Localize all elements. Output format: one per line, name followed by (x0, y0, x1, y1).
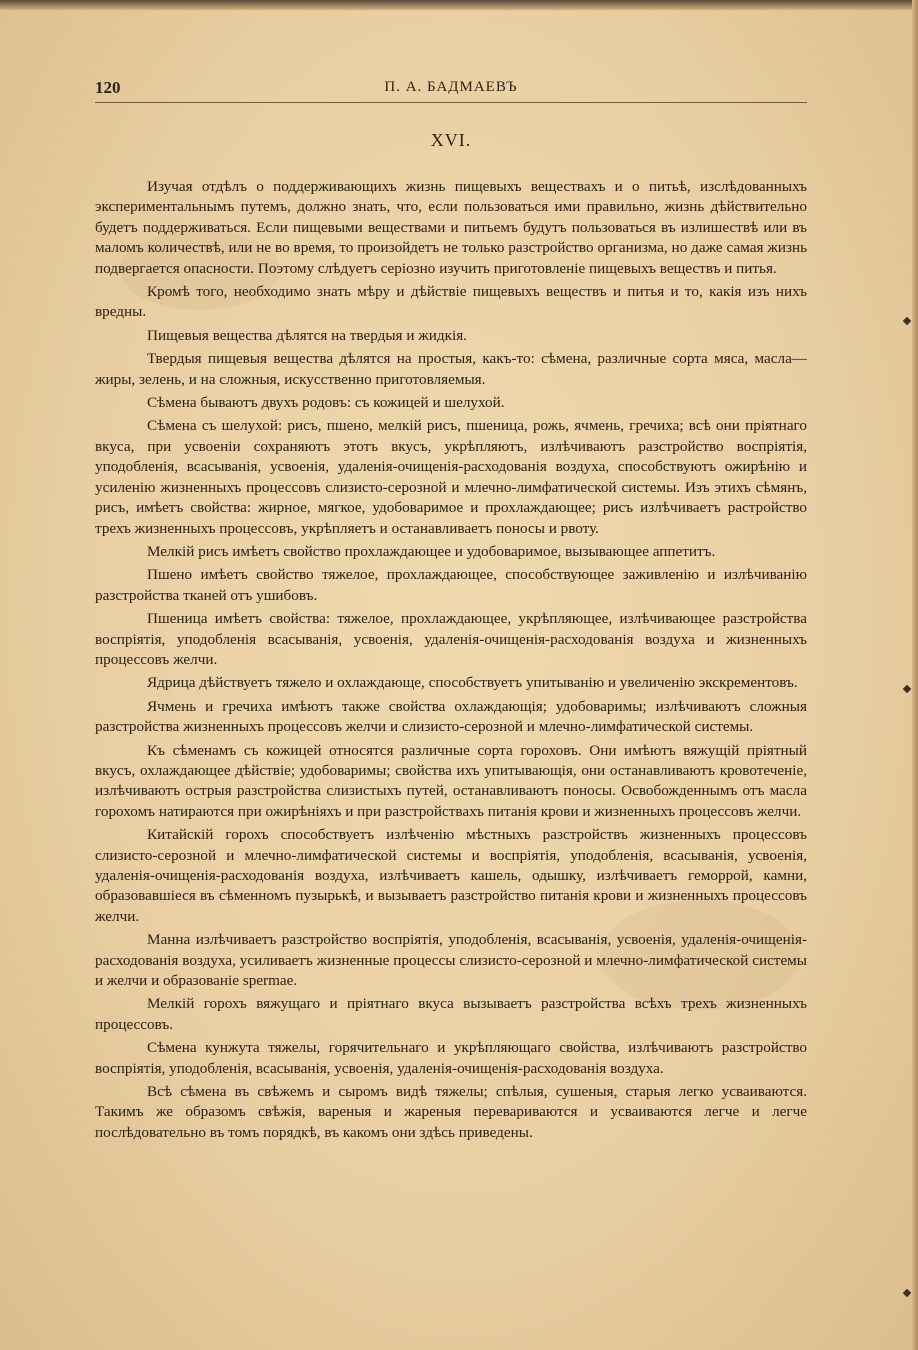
paragraph: Китайскій горохъ способствуетъ излѣченію мѣстныхъ разстройствъ жизненныхъ процессовъ слизисто-серозной и млечно-лимфатической системы и воспріятія, уподобленія, всасыванія, усвоенія, удаленія-очищенія-расходованія воздуха, излѣчиваетъ кашель, одышку, излѣчиваетъ геморрой, камни, образовавшіеся въ сѣменномъ пузырькѣ, и вызываетъ разстройство питанія крови и жизненныхъ процессовъ желчи. (95, 826, 807, 925)
paragraph: Изучая отдѣлъ о поддерживающихъ жизнь пищевыхъ веществахъ и о питьѣ, изслѣдованныхъ экспериментальнымъ путемъ, должно знать, что, если пользоваться ими правильно, жизнь дѣйствительно будетъ поддерживаться. Если пищевыми веществами и питьемъ будутъ пользоваться въ излишествѣ или въ маломъ количествѣ, или не во время, то произойдетъ не только разстройство организма, но даже самая жизнь подвергается опасности. Поэтому слѣдуетъ серіозно изучить приготовленіе пищевыхъ веществъ и питья. (95, 178, 807, 277)
paragraph: Къ сѣменамъ съ кожицей относятся различные сорта гороховъ. Они имѣютъ вяжущій пріятный вкусъ, охлаждающее дѣйствіе; удобоваримы; свойства ихъ упитывающія, они останавливаютъ кровотеченіе, излѣчиваютъ острыя разстройства слизистыхъ путей, останавливаютъ поносы. Освобожденнымъ отъ масла горохомъ натираются при ожирѣніяхъ и при разстройствахъ питанія крови и жизненныхъ процессовъ желчи. (95, 741, 807, 820)
margin-mark (903, 1289, 911, 1297)
paragraph: Сѣмена кунжута тяжелы, горячительнаго и укрѣпляющаго свойства, излѣчиваютъ разстройство воспріятія, уподобленія, всасыванія, усвоенія, удаленія-очищенія-расходованія воздуха. (95, 1039, 807, 1077)
paragraph: Ячмень и гречиха имѣютъ также свойства охлаждающія; удобоваримы; излѣчиваютъ сложныя разстройства жизненныхъ процессовъ желчи и слизисто-серозной и млечно-лимфатической системы. (95, 697, 807, 736)
running-head-author: П. А. БАДМАЕВЪ (384, 79, 518, 95)
paragraph: Кромѣ того, необходимо знать мѣру и дѣйствіе пищевыхъ веществъ и питья и то, какія изъ нихъ вредны. (95, 283, 807, 321)
body-text (95, 177, 807, 1143)
page-right-edge (912, 0, 918, 1350)
paragraph: Пшеница имѣетъ свойства: тяжелое, прохлаждающее, укрѣпляющее, излѣчивающее разстройства воспріятія, уподобленія всасыванія, усвоенія, удаленія-очищенія-расходованія воздуха и жизненныхъ процессовъ желчи. (95, 610, 807, 668)
page-header (95, 78, 807, 103)
paragraph: Сѣмена съ шелухой: рисъ, пшено, мелкій рисъ, пшеница, рожь, ячмень, гречиха; всѣ они пріятнаго вкуса, при усвоеніи сохраняютъ этотъ вкусъ, укрѣпляютъ, излѣчиваютъ разстройство воспріятія, уподобленія, всасыванія, усвоенія, удаленія-очищенія-расходованія воздуха, способствуютъ ожирѣнію и усиленію жизненныхъ процессовъ слизисто-серозной и млечно-лимфатической системы. Изъ этихъ сѣмянъ, рисъ, имѣетъ свойства: жирное, мягкое, удобоваримое и прохлаждающее; рисъ излѣчиваетъ растройство трехъ жизненныхъ процессовъ, укрѣпляетъ и останавливаетъ поносы и рвоту. (95, 417, 807, 537)
paragraph: Всѣ сѣмена въ свѣжемъ и сыромъ видѣ тяжелы; спѣлыя, сушеныя, старыя легко усваиваются. Такимъ же образомъ свѣжія, вареныя и жареныя перевариваются и усваиваются легче и легче послѣдовательно въ томъ порядкѣ, въ какомъ они здѣсь приведены. (95, 1083, 807, 1141)
paragraph: Пшено имѣетъ свойство тяжелое, прохлаждающее, способствующее заживленію и излѣчиванію разстройства тканей отъ ушибовъ. (95, 566, 807, 604)
page-number: 120 (95, 78, 121, 97)
paragraph: Твердыя пищевыя вещества дѣлятся на простыя, какъ-то: сѣмена, различные сорта мяса, масла—жиры, зелень, и на сложныя, искусственно приготовляемыя. (95, 350, 807, 388)
paragraph: Сѣмена бываютъ двухъ родовъ: съ кожицей и шелухой. (147, 394, 505, 412)
margin-mark (903, 317, 911, 325)
paragraph: Мелкій горохъ вяжущаго и пріятнаго вкуса вызываетъ разстройства всѣхъ трехъ жизненныхъ процессовъ. (95, 995, 807, 1033)
paragraph: Мелкій рисъ имѣетъ свойство прохлаждающее и удобоваримое, вызывающее аппетитъ. (147, 542, 716, 560)
chapter-number: XVI. (430, 130, 472, 150)
paragraph: Манна излѣчиваетъ разстройство воспріятія, уподобленія, всасыванія, усвоенія, удаленія-очищенія-расходованія воздуха, усиливаетъ жизненные процессы слизисто-серозной и млечно-лимфатической системы и желчи и образованіе spermae. (95, 931, 807, 990)
margin-mark (903, 685, 911, 693)
paragraph: Ядрица дѣйствуетъ тяжело и охлаждающе, способствуетъ упитыванію и увеличенію экскрементовъ. (147, 674, 798, 692)
paragraph: Пищевыя вещества дѣлятся на твердыя и жидкія. (147, 326, 467, 344)
page-top-edge (0, 0, 918, 10)
